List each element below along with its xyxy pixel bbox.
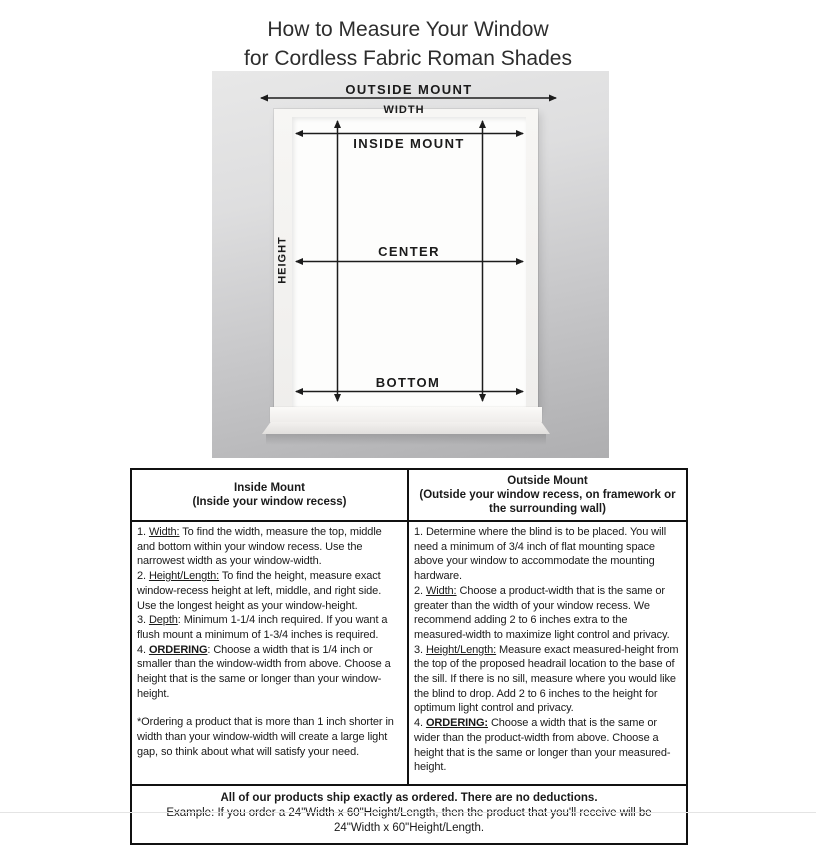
outside-mount-header-subtitle: (Outside your window recess, on framework or the surrounding wall) bbox=[419, 489, 676, 515]
outside-mount-header bbox=[409, 470, 686, 520]
instruction-item: 3. Depth: Minimum 1-1/4 inch required. If you want a flush mount a minimum of 1-3/4 inches is required. bbox=[137, 614, 388, 641]
inside-mount-instructions bbox=[132, 522, 409, 784]
instruction-item: 3. Height/Length: Measure exact measured-height from the top of the proposed headrail location to the base of the sill. If there is no sill, measure where you would like the blind to drop. Add 2 to 6 inches to the height for optimum light control and privacy. bbox=[414, 643, 679, 715]
height-label: HEIGHT bbox=[276, 236, 289, 284]
instruction-term: Width: bbox=[148, 526, 180, 538]
instruction-item: 2. Height/Length: To find the height, measure exact window-recess height at left, middle, and right side. Use the longest height as your window-height. bbox=[137, 570, 382, 612]
outside-mount-instructions bbox=[409, 522, 686, 784]
shipping-example-line2: 24"Width x 60"Height/Length. bbox=[333, 821, 485, 834]
table-header-row bbox=[132, 470, 686, 522]
bottom-label: BOTTOM bbox=[375, 375, 441, 390]
center-label: CENTER bbox=[378, 244, 440, 259]
instruction-note: *Ordering a product that is more than 1 inch shorter in width than your window-width will create a large light gap, so think about what will satisfy your need. bbox=[137, 716, 394, 758]
shipping-example-line1 bbox=[140, 806, 678, 821]
outside-mount-label: OUTSIDE MOUNT bbox=[345, 82, 473, 97]
inside-mount-header-title: Inside Mount bbox=[234, 482, 305, 494]
instruction-term: ORDERING bbox=[148, 643, 208, 656]
inside-mount-header bbox=[132, 470, 409, 520]
shipping-note-headline: All of our products ship exactly as ordered. There are no deductions. bbox=[220, 791, 598, 804]
inside-mount-label: INSIDE MOUNT bbox=[353, 136, 465, 151]
shipping-note bbox=[132, 784, 686, 843]
instruction-term: Height/Length: bbox=[148, 570, 220, 583]
instruction-term: Depth bbox=[148, 614, 178, 627]
width-label: WIDTH bbox=[383, 104, 425, 116]
measurement-arrows bbox=[212, 71, 609, 458]
instruction-item: 2. Width: Choose a product-width that is the same or greater than the width of your window recess. We recommend adding 2 to 6 inches extra to the measured-width to maximize light control and privacy. bbox=[414, 584, 670, 641]
instruction-item: 4. ORDERING: Choose a width that is 1/4 inch or smaller than the window-width from above. Choose a height that is the same or longer than your window-height. bbox=[137, 643, 391, 700]
page-bottom-edge bbox=[0, 812, 816, 813]
instruction-term: Width: bbox=[425, 584, 457, 597]
instruction-item: 1. Determine where the blind is to be placed. You will need a minimum of 3/4 inch of flat mounting space above your window to accommodate the mounting hardware. bbox=[414, 526, 667, 583]
window-photo bbox=[212, 71, 609, 458]
inside-mount-header-subtitle: (Inside your window recess) bbox=[192, 496, 347, 508]
page-title bbox=[0, 15, 816, 73]
instruction-term: ORDERING: bbox=[425, 717, 488, 730]
measure-table bbox=[130, 468, 688, 845]
page-title-line1: How to Measure Your Window bbox=[267, 18, 549, 41]
instruction-term: Height/Length: bbox=[425, 643, 497, 656]
table-body-row bbox=[132, 522, 686, 784]
outside-mount-header-title: Outside Mount bbox=[507, 475, 588, 487]
page-title-line2: for Cordless Fabric Roman Shades bbox=[244, 47, 572, 70]
instruction-item: 1. Width: To find the width, measure the top, middle and bottom within your window recess. Use the narrowest width as your window-width. bbox=[137, 526, 382, 568]
instruction-item: 4. ORDERING: Choose a width that is the same or wider than the product-width from above. Choose a height that is the same or longer than your measured-height. bbox=[414, 717, 671, 774]
